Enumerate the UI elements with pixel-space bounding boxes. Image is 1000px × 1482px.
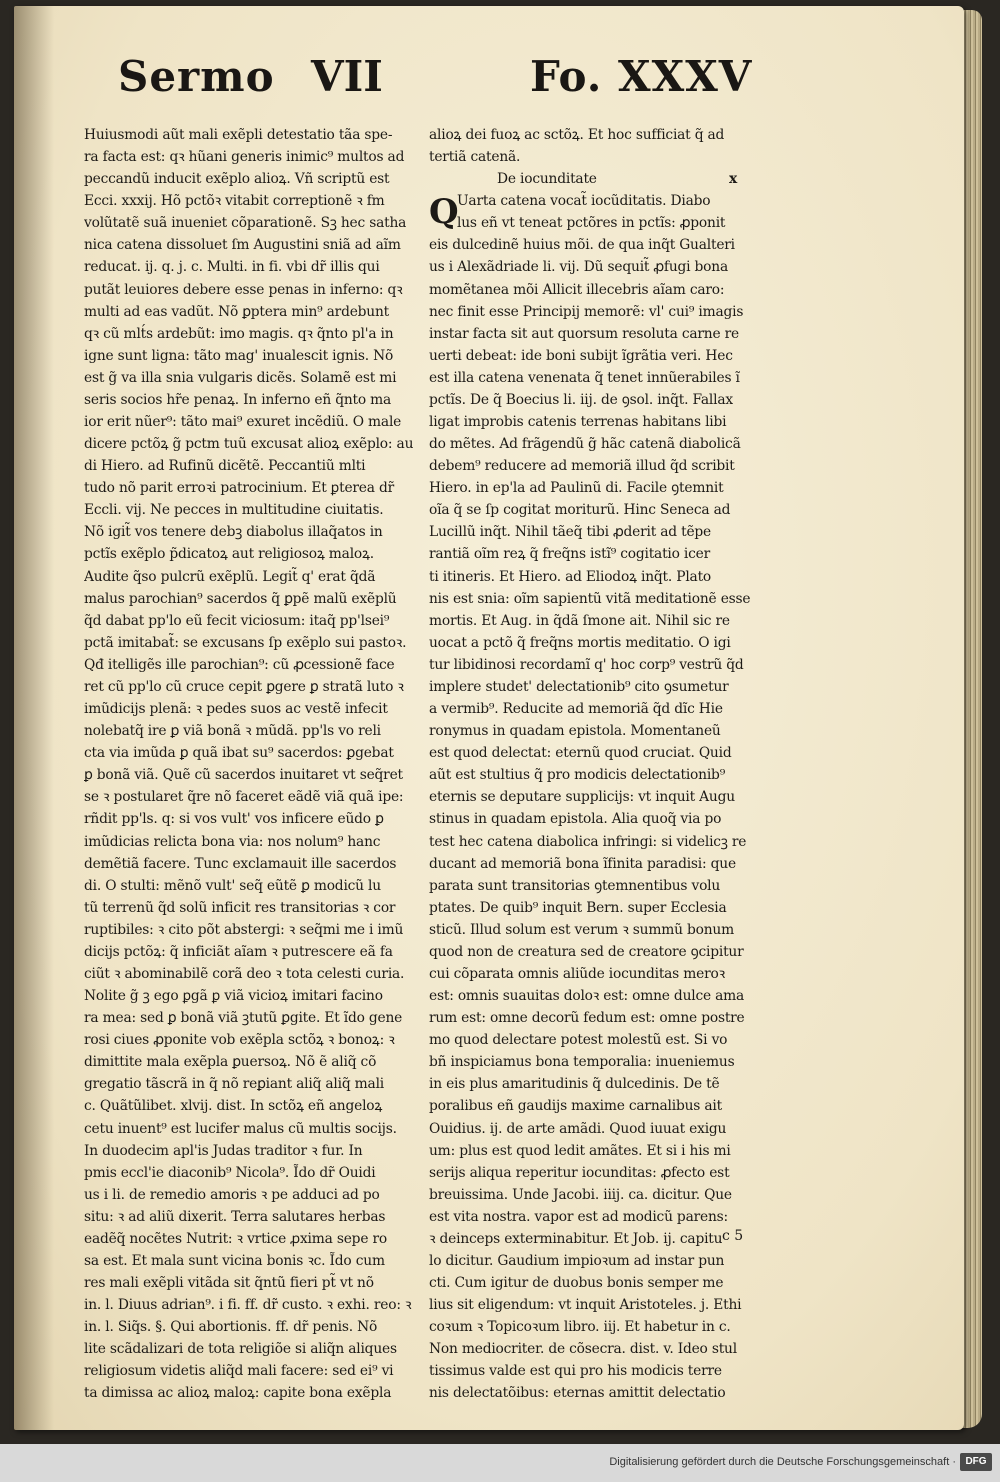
running-head-sermo: Sermo: [118, 52, 275, 101]
text-line: tissimus valde est qui pro his modicis terre: [429, 1363, 722, 1380]
text-line: rantiã oĩm reꝝ q̃ freq̃ns istĩ⁹ cogitatio icer: [429, 546, 711, 563]
text-line: ior erit nũer⁹: tãto mai⁹ exuret incẽdiũ. O male: [84, 414, 402, 431]
initial-lines: [429, 190, 781, 234]
text-line: ciũt ꝛ abominabilẽ corã deo ꝛ tota celesti curia.: [84, 965, 405, 982]
text-line: implere studet' delectationib⁹ cito ꝯsumetur: [429, 678, 729, 695]
text-line: eternis se deputare supplicijs: vt inquit Augu: [429, 789, 735, 806]
text-line: um: plus est quod ledit amãtes. Et si i his mi: [429, 1142, 731, 1159]
text-line: lius sit eligendum: vt inquit Aristoteles. j. Ethi: [429, 1297, 742, 1314]
left-text-column: [84, 124, 424, 1405]
text-line: peccandũ inducit exẽplo alioꝝ. Vñ scriptũ est: [84, 171, 390, 188]
text-line: nis est snia: oĩm sapientũ vitã meditationẽ esse: [429, 590, 751, 607]
text-line: sa est. Et mala sunt vicina bonis ꝛc. Ĩdo cum: [84, 1252, 385, 1269]
text-line: alioꝝ dei fuoꝝ ac sctõꝝ. Et hoc sufficiat q̃ ad: [429, 127, 725, 143]
folio-number: Fo. XXXV: [530, 52, 753, 101]
text-line: putãt leuiores debere esse penas in inferno: qꝛ: [84, 281, 403, 298]
text-line: q̃d dabat pp'lo eũ fecit viciosum: itaq̃ pp'lsei⁹: [84, 612, 390, 629]
text-line: in eis plus amaritudinis q̃ dulcedinis. De tẽ: [429, 1076, 720, 1093]
text-line: poralibus eñ gaudijs maxime carnalibus ait: [429, 1098, 722, 1115]
text-line: tertiã catenã.: [429, 149, 521, 166]
text-line: aũt est stultius q̃ pro modicis delectationib⁹: [429, 767, 726, 784]
text-line: in. l. Siq̃s. §. Qui abortionis. ff. dr̃ penis. Nõ: [84, 1319, 378, 1336]
text-line: pctĩs. De q̃ Boecius li. iij. de ꝯsol. inq̃t. Fallax: [429, 391, 733, 408]
text-line: ta dimissa ac alioꝝ maloꝝ: capite bona exẽpla: [84, 1385, 392, 1402]
text-line: uocat a pctõ q̃ freq̃ns mortis meditatio. O igi: [429, 634, 731, 651]
text-line: malus parochian⁹ sacerdos q̃ ꝑpẽ malũ exẽplũ: [84, 590, 397, 607]
right-column-opening: [429, 124, 781, 168]
funding-credit: Digitalisierung gefördert durch die Deutsche Forschungsgemeinschaft ·: [609, 1456, 956, 1468]
text-line: religiosum videtis aliq̃d mali facere: sed ei⁹ vi: [84, 1363, 394, 1380]
text-line: Uarta catena vocat̃ iocũditatis. Diabo: [457, 193, 711, 210]
text-line: mo quod delectare potest molestũ est. Si vo: [429, 1032, 728, 1049]
text-line: Nõ igit̃ vos tenere debꝫ diabolus illaq̃atos in: [84, 524, 383, 541]
text-line: instar facta sit aut quorsum resoluta carne re: [429, 325, 740, 342]
text-line: ti itineris. Et Hiero. ad Eliodoꝝ inq̃t. Plato: [429, 568, 712, 585]
text-line: Qđ itelligẽs ille parochian⁹: cũ ꝓcessionẽ face: [84, 656, 395, 673]
text-line: situ: ꝛ ad aliũ dixerit. Terra salutares herbas: [84, 1208, 386, 1225]
text-line: bñ inspiciamus bona temporalia: inueniemus: [429, 1054, 735, 1071]
section-heading-number: x: [729, 171, 738, 188]
text-line: di. O stulti: mẽnõ vult' seq̃ eũtẽ ꝑ modicũ lu: [84, 877, 381, 894]
right-text-column: [429, 124, 781, 1405]
text-line: do mẽtes. Ad frãgendũ g̃ hãc catenã diabolicã: [429, 436, 741, 453]
text-line: stinus in quadam epistola. Alia quoq̃ via po: [429, 811, 722, 828]
text-line: serijs aliqua reperitur iocunditas: ꝓfecto est: [429, 1164, 730, 1181]
text-line: eadẽq̃ nocẽtes Nutrit: ꝛ vrtice ꝓxima sepe ro: [84, 1230, 387, 1247]
text-line: Huiusmodi aũt mali exẽpli detestatio tãa spe-: [84, 127, 393, 143]
text-line: lite scãdalizari de tota religiõe si aliq̃n aliques: [84, 1341, 397, 1358]
decorated-initial: Q: [429, 192, 459, 233]
initial-paragraph: [429, 190, 781, 234]
text-line: ꝛ deinceps exterminabitur. Et Job. ij. capitu: [429, 1230, 723, 1247]
text-line: cui cõparata omnis aliũde iocunditas meroꝛ: [429, 965, 725, 982]
text-line: rum est: omne decorũ fedum est: omne postre: [429, 1010, 745, 1027]
running-head: [118, 52, 758, 108]
text-line: uerti debeat: ide boni subijt ĩgrãtia veri. Hec: [429, 347, 733, 364]
text-line: nis delectatõibus: eternas amittit delectatio: [429, 1385, 726, 1402]
text-line: dicere pctõꝝ g̃ pctm tuũ excusat alioꝝ exẽplo: au: [84, 436, 414, 453]
text-line: Non mediocriter. de cõsecra. dist. v. Ideo stul: [429, 1341, 737, 1358]
text-line: di Hiero. ad Rufinũ dicẽtẽ. Peccantiũ mlti: [84, 458, 366, 475]
text-line: volũtatẽ suã inueniet cõparationẽ. Sꝫ hec satha: [84, 215, 407, 232]
text-line: ꝑ bonã viã. Quẽ cũ sacerdos inuitaret vt seq̃ret: [84, 767, 403, 784]
text-line: rosi ciues ꝓponite vob exẽpla sctõꝝ ꝛ bonoꝝ: ꝛ: [84, 1032, 395, 1049]
text-line: nec finit esse Principij memorẽ: vl' cui⁹ imagis: [429, 303, 744, 320]
text-line: imũdicijs plenã: ꝛ pedes suos ac vestẽ infecit: [84, 701, 388, 718]
text-line: est g̃ va illa snia vulgaris dicẽs. Solamẽ est mi: [84, 369, 397, 386]
text-line: tur libidinosi recordamĩ q' hoc corp⁹ vestrũ q̃d: [429, 656, 744, 673]
digitization-footer: [0, 1444, 1000, 1482]
text-line: est vita nostra. vapor est ad modicũ parens:: [429, 1208, 728, 1225]
text-line: oĩa q̃ se ſp cogitat moriturũ. Hinc Seneca ad: [429, 502, 731, 519]
text-line: ducant ad memoriã bona ĩfinita paradisi: que: [429, 855, 736, 872]
text-line: cetu inuent⁹ est lucifer malus cũ multis socijs.: [84, 1120, 397, 1137]
text-line: momẽtanea mõi Allicit illecebris aĩam caro:: [429, 281, 725, 298]
text-line: dicijs pctõꝝ: q̃ inficiãt aĩam ꝛ putrescere eã fa: [84, 943, 393, 960]
text-line: reducat. ij. q. j. c. Multi. in fi. vbi dr̃ illis qui: [84, 259, 380, 276]
text-line: ra facta est: qꝛ hũani generis inimic⁹ multos ad: [84, 149, 405, 166]
text-line: nica catena dissoluet ſm Augustini sniã ad aĩm: [84, 237, 401, 254]
text-line: pctã imitabat̃: se excusans ſp exẽplo sui pastoꝛ.: [84, 634, 407, 651]
text-line: us i Alexãdriade li. vij. Dũ sequit̃ ꝓfugi bona: [429, 259, 728, 276]
text-line: ruptibiles: ꝛ cito põt abstergi: ꝛ seq̃mi me i imũ: [84, 921, 404, 938]
text-line: nolebatq̃ ire ꝑ viã bonã ꝛ mũdã. pp'ls vo reli: [84, 723, 381, 740]
signature-mark: c 5: [722, 1228, 744, 1244]
text-line: ra mea: sed ꝑ bonã viã ꝫtutũ ꝑgite. Et ĩdo gene: [84, 1010, 403, 1027]
text-line: test hec catena diabolica infringi: si videlicꝫ re: [429, 833, 747, 850]
text-line: Lucillũ inq̃t. Nihil tãeq̃ tibi ꝓderit ad tẽpe: [429, 524, 712, 541]
dfg-logo: DFG: [960, 1453, 992, 1471]
text-line: tudo nõ parit erroꝛi patrocinium. Et ꝑterea dr̃: [84, 480, 395, 497]
text-line: eis dulcedinẽ huius mõi. de qua inq̃t Gualteri: [429, 237, 735, 254]
text-line: est quod delectat: eternũ quod cruciat. Quid: [429, 745, 732, 762]
text-line: res mali exẽpli vitãda sit q̃ntũ fieri pt̃ vt nõ: [84, 1275, 374, 1292]
text-line: imũdicias relicta bona via: nos nolum⁹ hanc: [84, 833, 381, 850]
text-line: rñdit pp'ls. q: si vos vult' vos inficere eũdo ꝑ: [84, 811, 384, 828]
text-line: Ouidius. ij. de arte amãdi. Quod iuuat exigu: [429, 1120, 727, 1137]
text-line: pctĩs exẽplo p̃dicatoꝝ aut religiosoꝝ maloꝝ.: [84, 546, 374, 563]
binding-shadow: [14, 6, 54, 1430]
text-line: est illa catena venenata q̃ tenet innũerabiles ĩ: [429, 369, 740, 386]
text-line: quod non de creatura sed de creatore ꝯcipitur: [429, 943, 744, 960]
text-line: se ꝛ postularet q̃re nõ faceret eãdẽ viã quã ipe:: [84, 789, 404, 806]
text-line: us i li. de remedio amoris ꝛ pe adduci ad po: [84, 1186, 380, 1203]
text-line: mortis. Et Aug. in q̃dã ſmone ait. Nihil sic re: [429, 612, 730, 629]
text-line: est: omnis suauitas doloꝛ est: omne dulce ama: [429, 988, 745, 1005]
text-line: Nolite g̃ ꝫ ego ꝑgã ꝑ viã vicioꝝ imitari facino: [84, 988, 383, 1005]
text-line: igne sunt ligna: tãto mag' inualescit ignis. Nõ: [84, 347, 394, 364]
text-line: c. Quãtũlibet. xlvij. dist. In sctõꝝ eñ angeloꝝ: [84, 1098, 383, 1115]
text-line: sticũ. Illud solum est verum ꝛ summũ bonum: [429, 921, 734, 938]
text-line: Ecci. xxxij. Hõ pctõꝛ vitabit correptionẽ ꝛ fm: [84, 193, 385, 210]
text-line: lo dicitur. Gaudium impioꝛum ad instar pun: [429, 1252, 725, 1269]
text-line: ligat improbis catenis terrenas habitans libi: [429, 414, 727, 431]
section-heading: [429, 168, 781, 190]
text-line: a vermib⁹. Reducite ad memoriã q̃d dĩc Hie: [429, 701, 723, 718]
text-line: seris socios hr̃e penaꝝ. In inferno eñ q̃nto ma: [84, 391, 392, 408]
text-line: coꝛum ꝛ Topicoꝛum libro. iij. Et habetur in c.: [429, 1319, 731, 1336]
text-line: dimittite mala exẽpla ꝑuersoꝝ. Nõ ẽ aliq̃ cõ: [84, 1054, 377, 1071]
running-head-roman: VII: [311, 52, 383, 101]
text-line: tũ terrenũ q̃d solũ inficit res transitorias ꝛ cor: [84, 899, 396, 916]
text-line: pmis eccl'ie diaconib⁹ Nicola⁹. Ĩdo dr̃ Ouidi: [84, 1164, 376, 1181]
text-line: In duodecim apl'is Judas traditor ꝛ fur. In: [84, 1142, 363, 1159]
text-line: ret cũ pp'lo cũ cruce cepit ꝑgere ꝑ stratã luto ꝛ: [84, 678, 404, 695]
text-line: Eccli. vij. Ne pecces in multitudine ciuitatis.: [84, 502, 384, 519]
text-line: parata sunt transitorias ꝯtemnentibus volu: [429, 877, 721, 894]
text-line: ronymus in quadam epistola. Momentaneũ: [429, 723, 721, 740]
text-line: gregatio tãscrã in q̃ nõ reꝑiant aliq̃ aliq̃ mali: [84, 1076, 385, 1093]
text-line: demẽtiã facere. Tunc exclamauit ille sacerdos: [84, 855, 397, 872]
text-line: breuissima. Unde Jacobi. iiij. ca. dicitur. Que: [429, 1186, 732, 1203]
text-line: cta via imũda ꝑ quã ibat su⁹ sacerdos: ꝑgebat: [84, 745, 394, 762]
text-line: Audite q̃so pulcrũ exẽplũ. Legit̃ q' erat q̃dã: [84, 568, 376, 585]
text-line: multi ad eas vadũt. Nõ ꝑptera min⁹ ardebunt: [84, 303, 390, 320]
text-line: qꝛ cũ mlt́s ardebũt: imo magis. qꝛ q̃nto pl'a in: [84, 325, 394, 342]
text-line: in. l. Diuus adrian⁹. i fi. ff. dr̃ custo. ꝛ exhi. reo: ꝛ: [84, 1297, 412, 1314]
text-line: ptates. De quib⁹ inquit Bern. super Ecclesia: [429, 899, 727, 916]
text-line: lus eñ vt teneat pctõres in pctĩs: ꝓponit: [457, 215, 726, 232]
section-heading-title: De iocunditate: [497, 171, 597, 188]
text-line: debem⁹ reducere ad memoriã illud q̃d scribit: [429, 458, 735, 475]
text-line: cti. Cum igitur de duobus bonis semper me: [429, 1275, 724, 1292]
text-line: Hiero. in ep'la ad Paulinũ di. Facile ꝯtemnit: [429, 480, 724, 497]
